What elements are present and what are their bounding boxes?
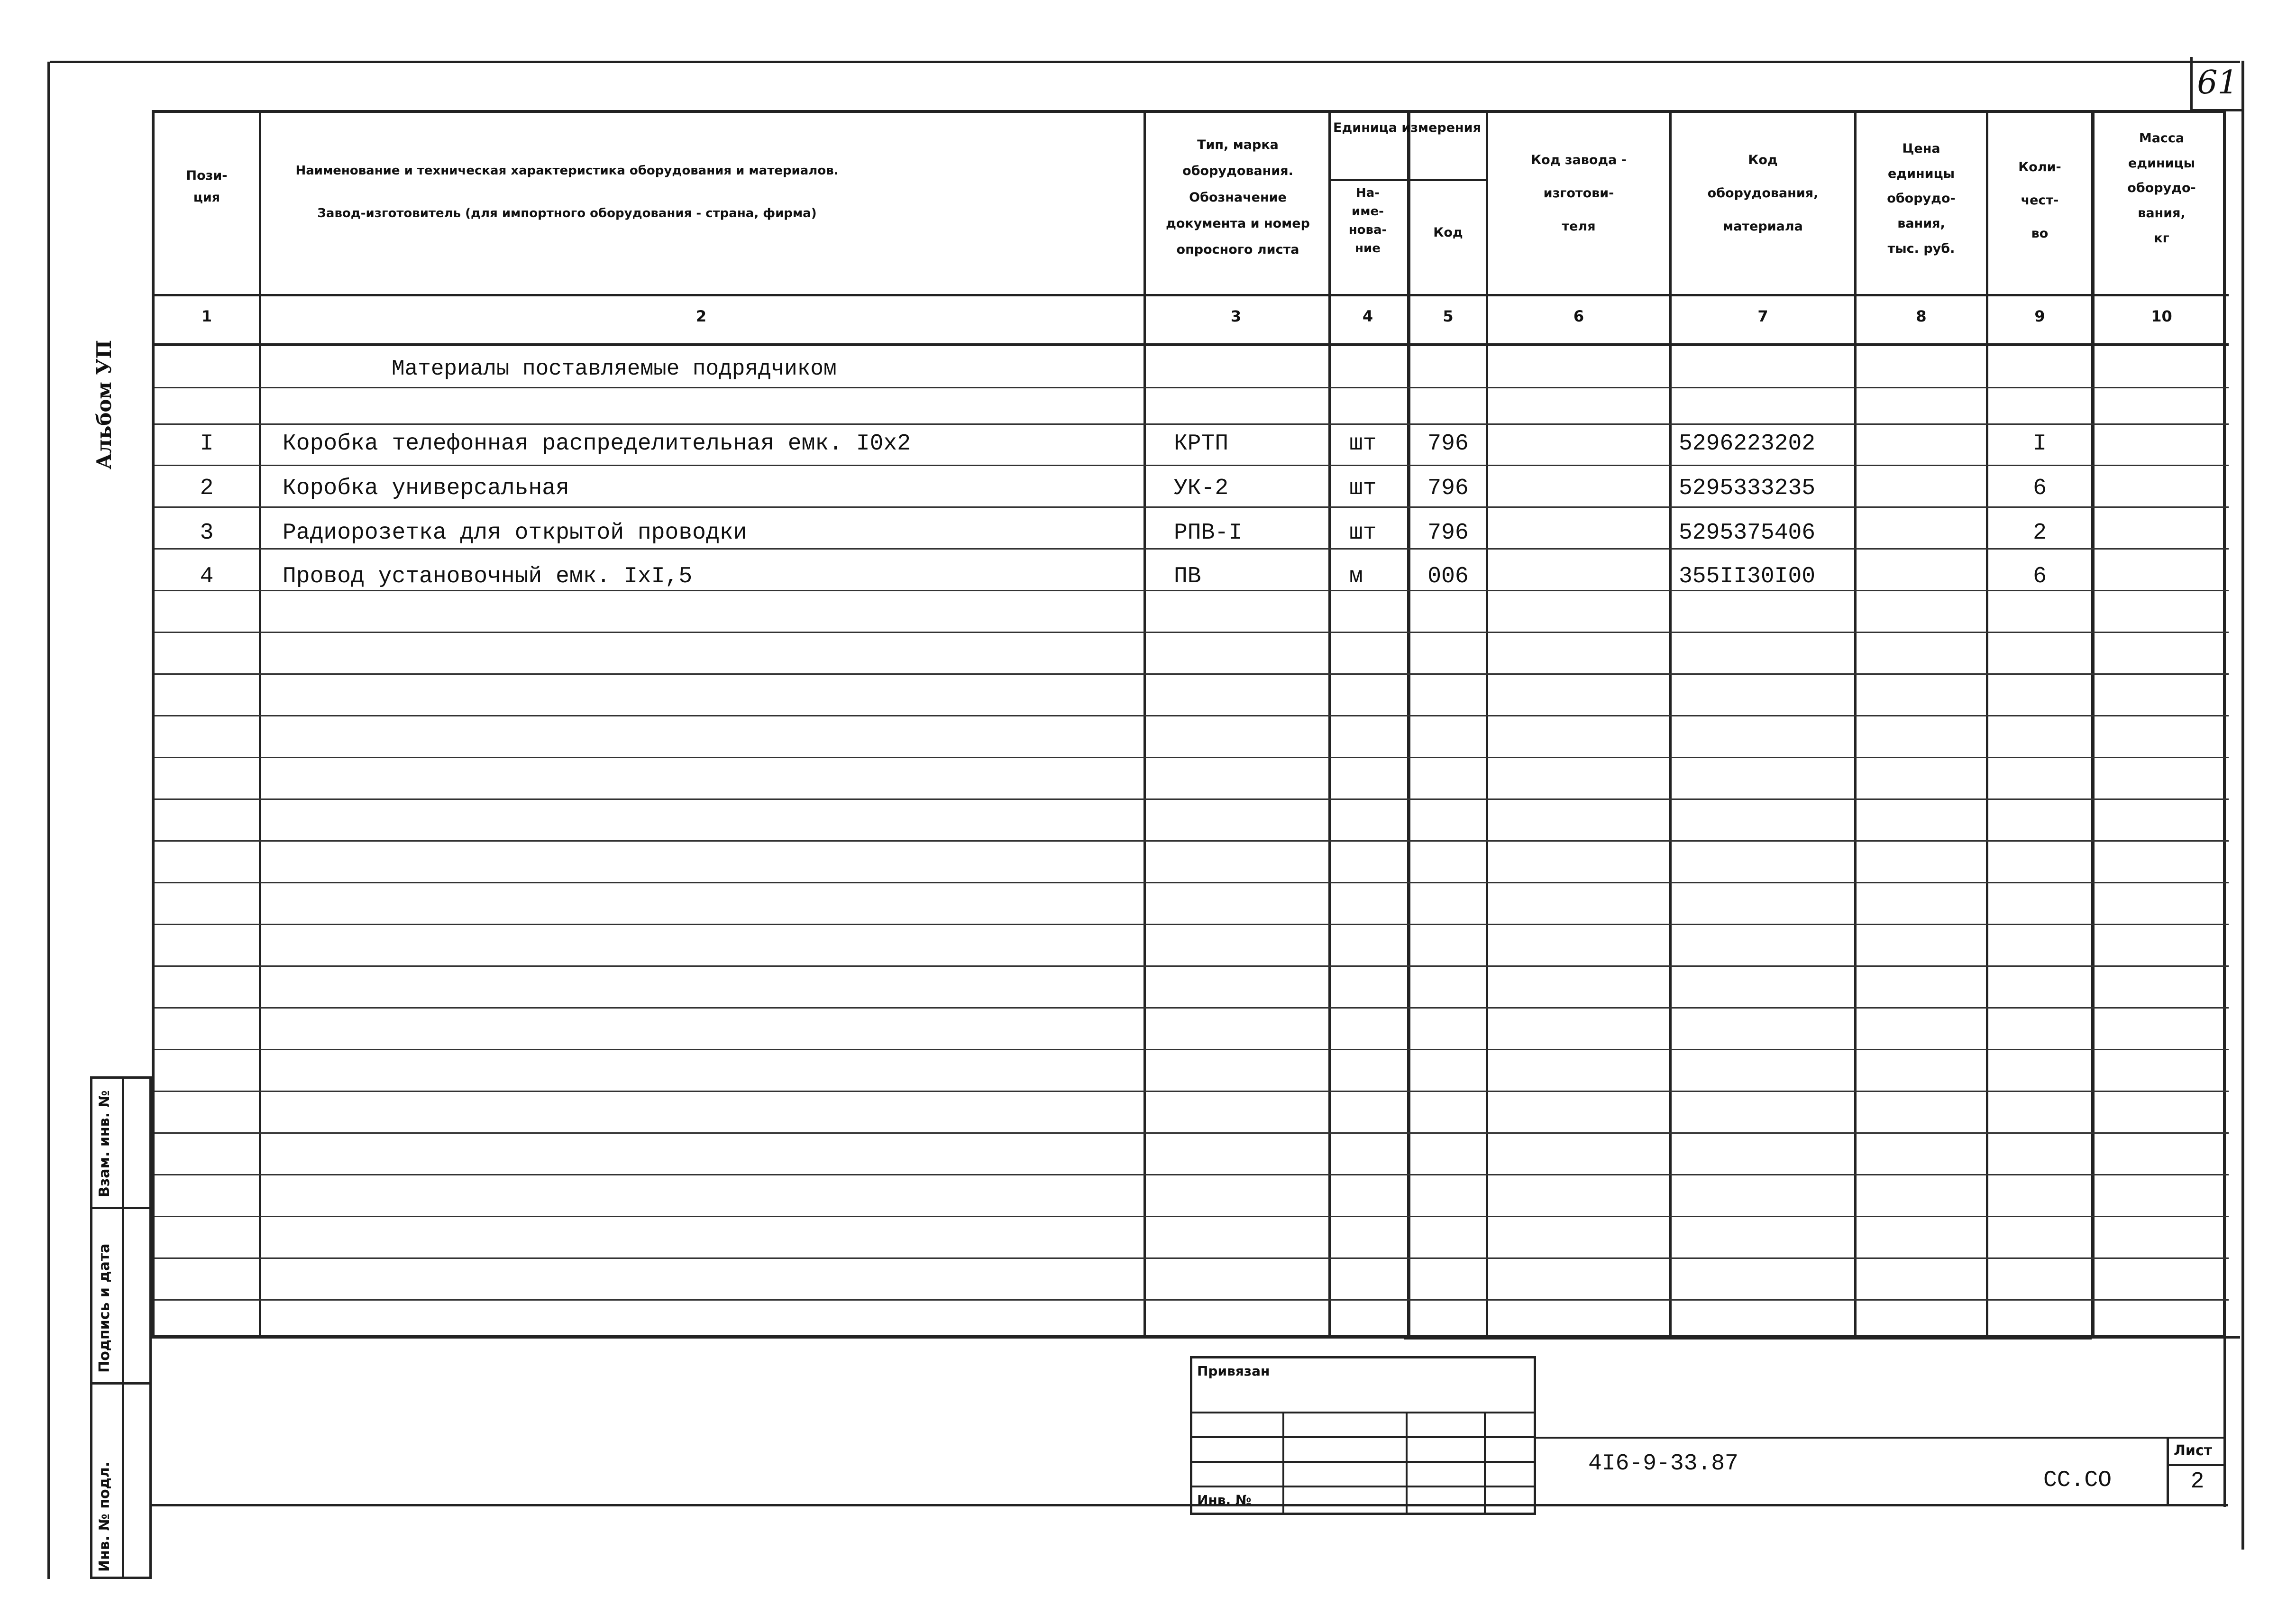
colnum-5: 5: [1443, 307, 1454, 325]
row-rule: [155, 715, 2229, 716]
row-rule: [155, 798, 2229, 800]
row-rule: [155, 924, 2229, 925]
colnum-1: 1: [201, 307, 212, 325]
privyazan-rule: [1192, 1436, 1534, 1438]
row1-name: Коробка телефонная распределительная емк. I0x2: [283, 431, 911, 457]
colnum-2: 2: [695, 307, 707, 325]
sheet-left-border: [47, 62, 50, 1579]
privyazan-rule: [1192, 1486, 1534, 1487]
row4-qty: 6: [2033, 564, 2047, 589]
row3-unit: шт: [1349, 520, 1377, 546]
colnum-9: 9: [2034, 307, 2045, 325]
privyazan-vline: [1282, 1412, 1284, 1514]
colnum-6: 6: [1573, 307, 1584, 325]
colnum-4: 4: [1362, 307, 1373, 325]
row2-unit: шт: [1349, 476, 1377, 501]
row-rule: [155, 1007, 2229, 1009]
row2-pos: 2: [200, 476, 214, 501]
sheet-mark: 61: [2190, 57, 2242, 111]
hdr-name-line1: Наименование и техническая характеристика оборудования и материалов.: [295, 164, 839, 178]
row-rule: [155, 1049, 2229, 1050]
list-box-divider: [2169, 1464, 2226, 1466]
bottom-zone-top: [152, 1336, 2240, 1339]
spec-table: [152, 110, 2226, 1338]
inv-no-label: Инв. №: [1197, 1492, 1252, 1508]
row4-type: ПВ: [1174, 564, 1201, 589]
row-rule: [155, 1257, 2229, 1259]
row3-name: Радиорозетка для открытой проводки: [283, 520, 747, 546]
row-rule: [155, 840, 2229, 842]
doc-code: 4I6-9-33.87: [1588, 1451, 1738, 1477]
hdr-qty: Коли- чест- во: [2018, 160, 2061, 241]
list-box: [2167, 1437, 2226, 1505]
row-rule: [155, 548, 2229, 550]
colnum-8: 8: [1916, 307, 1927, 325]
row3-type: РПВ-I: [1174, 520, 1243, 546]
side-stamp: [90, 1076, 152, 1579]
row-rule: [155, 387, 2229, 388]
list-number: 2: [2190, 1469, 2205, 1495]
hdr-mass: Масса единицы оборудо- вания, кг: [2127, 131, 2196, 246]
row2-equip-code: 5295333235: [1679, 476, 1816, 501]
privyazan-label: Привязан: [1197, 1363, 1270, 1379]
row-rule: [155, 673, 2229, 675]
row4-pos: 4: [200, 564, 214, 589]
row-rule: [155, 1174, 2229, 1175]
unit-split-line: [1328, 179, 1486, 181]
sheet-top-border: [50, 61, 2240, 63]
row-rule: [155, 965, 2229, 967]
colnum-7: 7: [1757, 307, 1768, 325]
hdr-unit-name: На- име- нова- ние: [1348, 186, 1387, 256]
row3-pos: 3: [200, 520, 214, 546]
row4-unit-code: 006: [1427, 564, 1469, 589]
privyazan-rule: [1192, 1461, 1534, 1463]
header-bottom-line: [155, 294, 2229, 296]
row-rule: [155, 1091, 2229, 1092]
row-rule: [155, 757, 2229, 758]
hdr-type: Тип, марка оборудования. Обозначение документа и номер опросного листа: [1166, 138, 1310, 257]
colnum-bottom-line: [155, 343, 2229, 346]
side-stamp-vline: [122, 1079, 124, 1577]
podpis-label: Подпись и дата: [96, 1243, 113, 1373]
privyazan-rule: [1192, 1412, 1534, 1413]
row1-type: КРТП: [1174, 431, 1229, 457]
row3-unit-code: 796: [1427, 520, 1469, 546]
hdr-maker-code: Код завода - изготови- теля: [1531, 153, 1627, 234]
hdr-equip-code: Код оборудования, материала: [1707, 153, 1819, 234]
colnum-10: 10: [2151, 307, 2172, 325]
hdr-unit-code: Код: [1433, 225, 1463, 240]
row-rule: [155, 882, 2229, 883]
sheet-code: CC.CO: [2043, 1468, 2112, 1493]
privyazan-vline: [1484, 1412, 1486, 1514]
colnum-3: 3: [1230, 307, 1242, 325]
title-block-top: [1536, 1437, 2226, 1439]
row1-unit-code: 796: [1427, 431, 1469, 457]
hdr-price: Цена единицы оборудо- вания, тыс. руб.: [1887, 141, 1956, 256]
row4-equip-code: 355II30I00: [1679, 564, 1816, 589]
vzam-inv-label: Взам. инв. №: [96, 1090, 113, 1197]
inv-podl-label: Инв. № подл.: [96, 1461, 113, 1572]
row-rule: [155, 465, 2229, 466]
side-stamp-divider: [92, 1207, 149, 1209]
sheet-right-border: [2241, 61, 2244, 1550]
side-stamp-divider: [92, 1382, 149, 1385]
hdr-unit-group: Единица измерения: [1333, 120, 1481, 135]
row2-name: Коробка универсальная: [283, 476, 569, 501]
row4-unit: м: [1349, 564, 1363, 589]
privyazan-box: [1190, 1356, 1536, 1515]
row4-name: Провод установочный емк. IxI,5: [283, 564, 693, 589]
row1-qty: I: [2033, 431, 2047, 457]
row3-equip-code: 5295375406: [1679, 520, 1816, 546]
row1-pos: I: [200, 431, 214, 457]
row-rule: [155, 423, 2229, 425]
row-rule: [155, 1216, 2229, 1217]
section-title: Материалы поставляемые подрядчиком: [392, 357, 837, 381]
row-rule: [155, 1299, 2229, 1301]
album-label: Альбом УП: [92, 339, 116, 469]
row3-qty: 2: [2033, 520, 2047, 546]
row-rule: [155, 506, 2229, 508]
privyazan-vline: [1406, 1412, 1408, 1514]
row2-unit-code: 796: [1427, 476, 1469, 501]
list-label: Лист: [2174, 1442, 2213, 1459]
row2-qty: 6: [2033, 476, 2047, 501]
row1-equip-code: 5296223202: [1679, 431, 1816, 457]
row1-unit: шт: [1349, 431, 1377, 457]
hdr-name-line2: Завод-изготовитель (для импортного оборудования - страна, фирма): [317, 206, 817, 220]
hdr-pos: Пози- ция: [186, 168, 228, 205]
row-rule: [155, 1132, 2229, 1134]
row-rule: [155, 632, 2229, 633]
row2-type: УК-2: [1174, 476, 1229, 501]
